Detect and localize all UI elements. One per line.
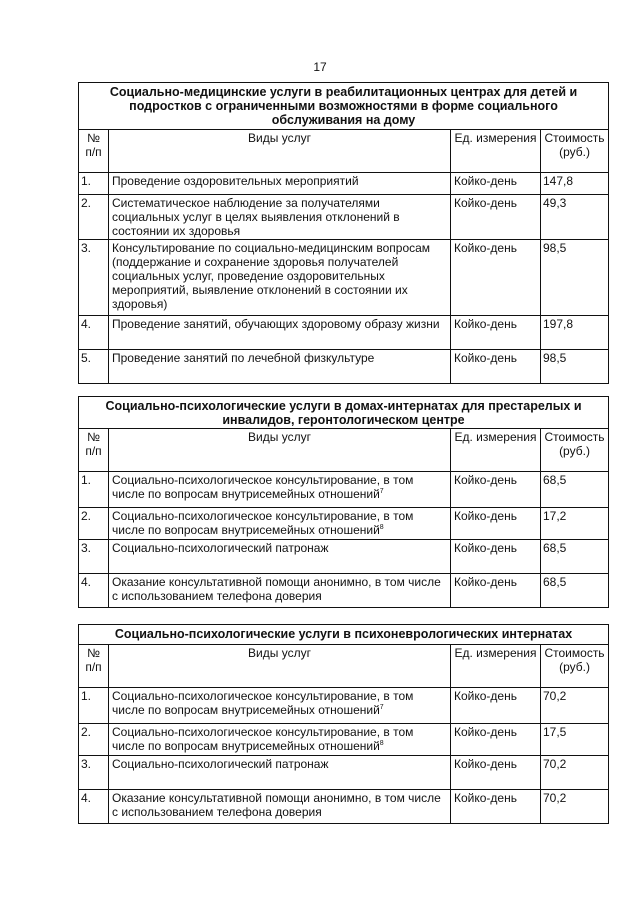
row-price: 68,5 [541,574,609,608]
table-row [79,195,609,240]
row-num: 3. [79,756,109,790]
row-unit: Койко-день [451,540,541,574]
row-price: 70,2 [541,688,609,724]
row-price: 68,5 [541,472,609,508]
row-name: Оказание консультативной помощи анонимно, в том числе с использованием телефона доверия [109,574,451,608]
row-price: 98,5 [541,350,609,384]
footnote-ref: 8 [379,740,384,747]
row-name-text: Социально-психологическое консультирование, в том числе по вопросам внутрисемейных отношений [112,689,414,717]
table-title: Социально-психологические услуги в домах-интернатах для престарелых и инвалидов, геронтологическом центре [79,397,609,429]
row-unit: Койко-день [451,790,541,824]
row-name-text: Социально-психологическое консультирование, в том числе по вопросам внутрисемейных отношений [112,725,414,753]
col-header-price: Стоимость (руб.) [541,130,609,173]
col-header-price: Стоимость (руб.) [541,645,609,688]
row-name-text: Социально-психологическое консультирование, в том числе по вопросам внутрисемейных отношений [112,509,414,537]
row-unit: Койко-день [451,240,541,316]
row-name-text: Социально-психологическое консультирование, в том числе по вопросам внутрисемейных отношений [112,473,414,501]
row-num: 5. [79,350,109,384]
footnote-ref: 7 [379,704,384,711]
row-price: 17,2 [541,508,609,540]
row-name: Оказание консультативной помощи анонимно, в том числе с использованием телефона доверия [109,790,451,824]
table-row [79,688,609,724]
col-header-num: № п/п [79,645,109,688]
row-name [109,472,451,508]
row-num: 4. [79,790,109,824]
row-unit: Койко-день [451,688,541,724]
row-price: 68,5 [541,540,609,574]
col-header-unit: Ед. измерения [451,645,541,688]
row-num: 4. [79,574,109,608]
row-name: Систематическое наблюдение за получателями социальных услуг в целях выявления отклонений в состоянии их здоровья [109,195,451,240]
row-name [109,508,451,540]
row-price: 17,5 [541,724,609,756]
row-name: Проведение занятий, обучающих здоровому образу жизни [109,316,451,350]
table-row [79,574,609,608]
row-unit: Койко-день [451,724,541,756]
table-row [79,240,609,316]
row-price: 197,8 [541,316,609,350]
col-header-name: Виды услуг [109,130,451,173]
table-row [79,724,609,756]
services-table-1 [78,82,609,384]
col-header-num: № п/п [79,130,109,173]
services-table-2 [78,396,609,608]
col-header-price: Стоимость (руб.) [541,429,609,472]
page-number: 17 [313,60,327,74]
footnote-ref: 8 [379,524,384,531]
table-row [79,508,609,540]
table-row [79,350,609,384]
row-unit: Койко-день [451,756,541,790]
row-name: Социально-психологический патронаж [109,756,451,790]
row-unit: Койко-день [451,574,541,608]
row-name [109,688,451,724]
row-unit: Койко-день [451,350,541,384]
row-price: 49,3 [541,195,609,240]
row-num: 2. [79,508,109,540]
row-price: 70,2 [541,756,609,790]
row-name [109,724,451,756]
table-title: Социально-психологические услуги в психоневрологических интернатах [79,625,609,645]
col-header-unit: Ед. измерения [451,130,541,173]
table-row [79,756,609,790]
row-num: 1. [79,173,109,195]
col-header-unit: Ед. измерения [451,429,541,472]
row-num: 1. [79,688,109,724]
row-name: Проведение занятий по лечебной физкультуре [109,350,451,384]
row-price: 98,5 [541,240,609,316]
footnote-ref: 7 [379,488,384,495]
col-header-num: № п/п [79,429,109,472]
table-row [79,173,609,195]
row-unit: Койко-день [451,173,541,195]
row-num: 2. [79,724,109,756]
services-table-3 [78,624,609,824]
row-num: 4. [79,316,109,350]
row-price: 147,8 [541,173,609,195]
row-name: Социально-психологический патронаж [109,540,451,574]
row-num: 3. [79,540,109,574]
table-title: Социально-медицинские услуги в реабилитационных центрах для детей и подростков с ограниченными возможностями в форме социального обслуживания на дому [79,83,609,130]
table-row [79,316,609,350]
row-price: 70,2 [541,790,609,824]
table-row [79,540,609,574]
table-row [79,790,609,824]
row-unit: Койко-день [451,316,541,350]
row-name: Консультирование по социально-медицинским вопросам (поддержание и сохранение здоровья получателей социальных услуг, проведение оздоровительных мероприятий, выявление отклонений в состоянии их здоровья) [109,240,451,316]
col-header-name: Виды услуг [109,645,451,688]
row-num: 2. [79,195,109,240]
row-unit: Койко-день [451,508,541,540]
row-unit: Койко-день [451,472,541,508]
row-num: 1. [79,472,109,508]
row-num: 3. [79,240,109,316]
table-row [79,472,609,508]
col-header-name: Виды услуг [109,429,451,472]
row-unit: Койко-день [451,195,541,240]
row-name: Проведение оздоровительных мероприятий [109,173,451,195]
